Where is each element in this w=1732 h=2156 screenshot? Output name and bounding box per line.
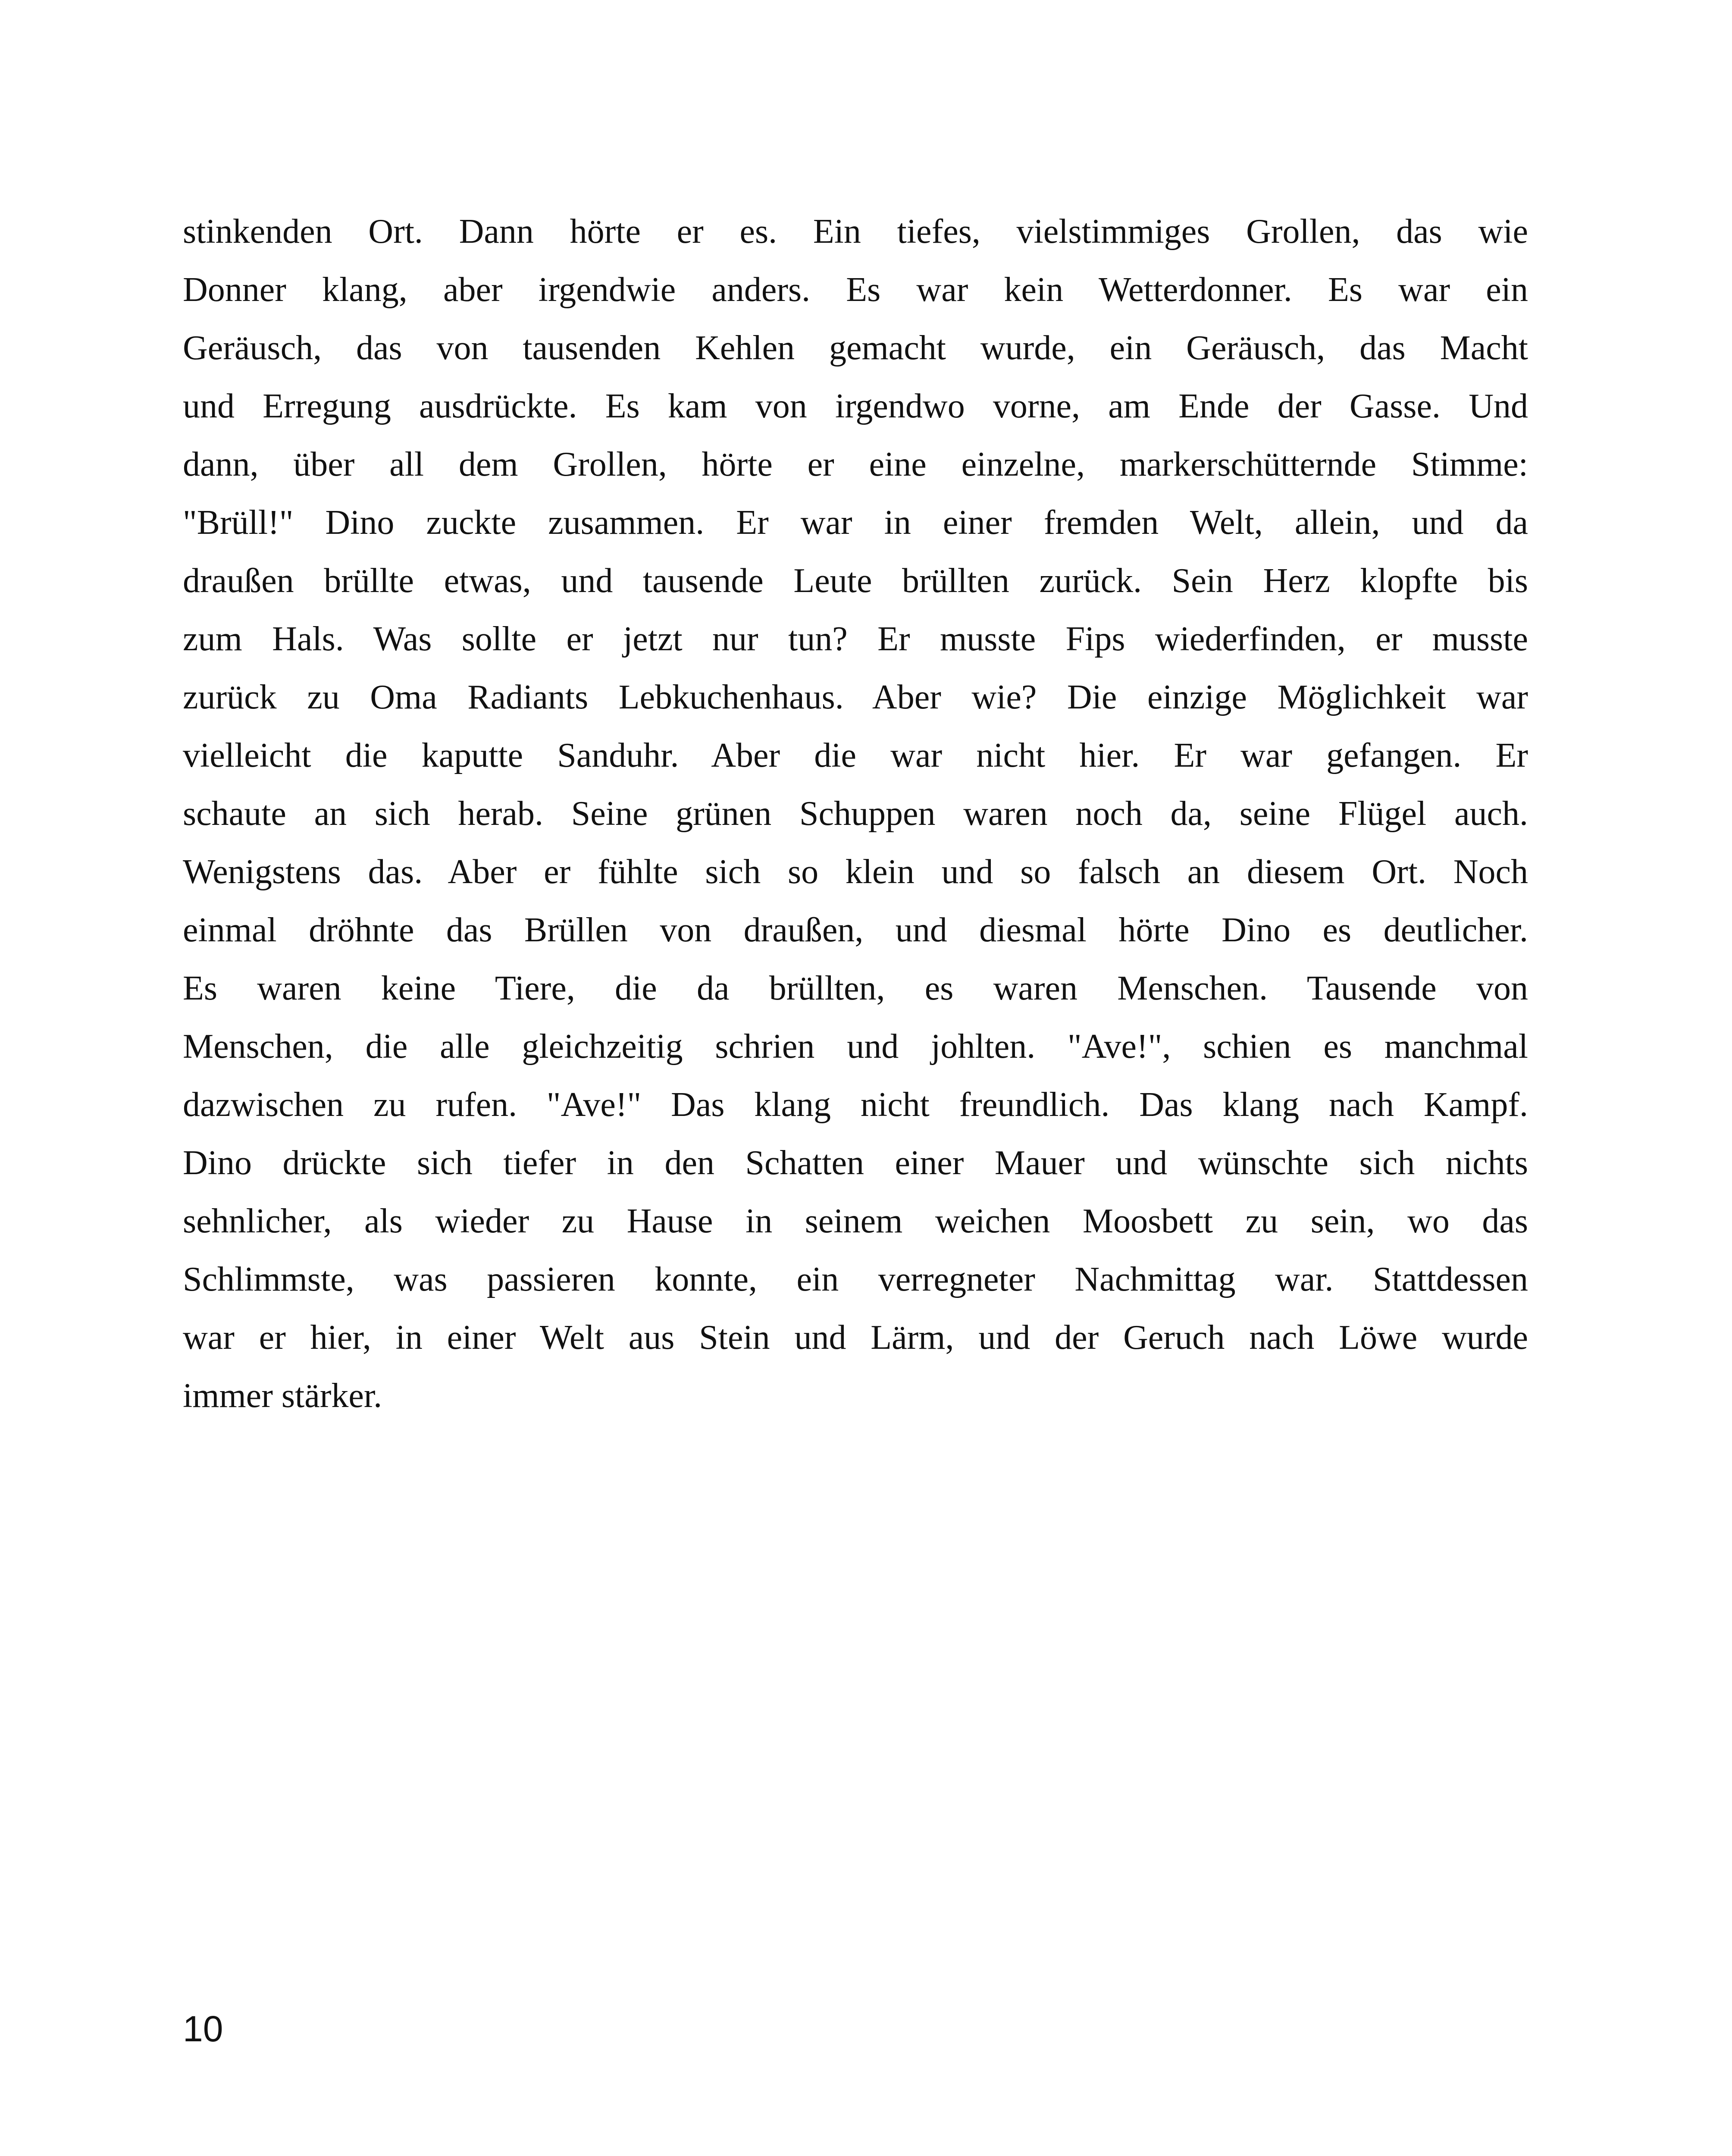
text-line: dann, über all dem Grollen, hörte er eine einzelne, markerschütternde Stimme: xyxy=(183,445,1528,483)
text-line: Geräusch, das von tausenden Kehlen gemacht wurde, ein Geräusch, das Macht xyxy=(183,329,1528,367)
text-line: zum Hals. Was sollte er jetzt nur tun? Er musste Fips wiederfinden, er musste xyxy=(183,620,1528,658)
text-line: Es waren keine Tiere, die da brüllten, es waren Menschen. Tausende von xyxy=(183,969,1528,1007)
text-line: Dino drückte sich tiefer in den Schatten einer Mauer und wünschte sich nichts xyxy=(183,1144,1528,1182)
body-paragraph xyxy=(183,203,1528,1425)
text-line: dazwischen zu rufen. "Ave!" Das klang nicht freundlich. Das klang nach Kampf. xyxy=(183,1086,1528,1124)
text-line: Schlimmste, was passieren konnte, ein verregneter Nachmittag war. Stattdessen xyxy=(183,1260,1528,1298)
text-line: Donner klang, aber irgendwie anders. Es war kein Wetterdonner. Es war ein xyxy=(183,271,1528,309)
text-line: "Brüll!" Dino zuckte zusammen. Er war in einer fremden Welt, allein, und da xyxy=(183,504,1528,542)
text-line: vielleicht die kaputte Sanduhr. Aber die war nicht hier. Er war gefangen. Er xyxy=(183,736,1528,774)
text-line: einmal dröhnte das Brüllen von draußen, und diesmal hörte Dino es deutlicher. xyxy=(183,911,1528,949)
text-line: draußen brüllte etwas, und tausende Leute brüllten zurück. Sein Herz klopfte bis xyxy=(183,562,1528,600)
text-line: Wenigstens das. Aber er fühlte sich so klein und so falsch an diesem Ort. Noch xyxy=(183,853,1528,891)
page-number: 10 xyxy=(183,2009,223,2049)
text-line: war er hier, in einer Welt aus Stein und Lärm, und der Geruch nach Löwe wurde xyxy=(183,1319,1528,1357)
text-line: schaute an sich herab. Seine grünen Schuppen waren noch da, seine Flügel auch. xyxy=(183,795,1528,833)
text-line: Menschen, die alle gleichzeitig schrien und johlten. "Ave!", schien es manchmal xyxy=(183,1028,1528,1065)
text-line: und Erregung ausdrückte. Es kam von irgendwo vorne, am Ende der Gasse. Und xyxy=(183,387,1528,425)
text-line: sehnlicher, als wieder zu Hause in seinem weichen Moosbett zu sein, wo das xyxy=(183,1202,1528,1240)
text-line: zurück zu Oma Radiants Lebkuchenhaus. Aber wie? Die einzige Möglichkeit war xyxy=(183,678,1528,716)
text-line: immer stärker. xyxy=(183,1377,382,1415)
text-line: stinkenden Ort. Dann hörte er es. Ein tiefes, vielstimmiges Grollen, das wie xyxy=(183,213,1528,251)
